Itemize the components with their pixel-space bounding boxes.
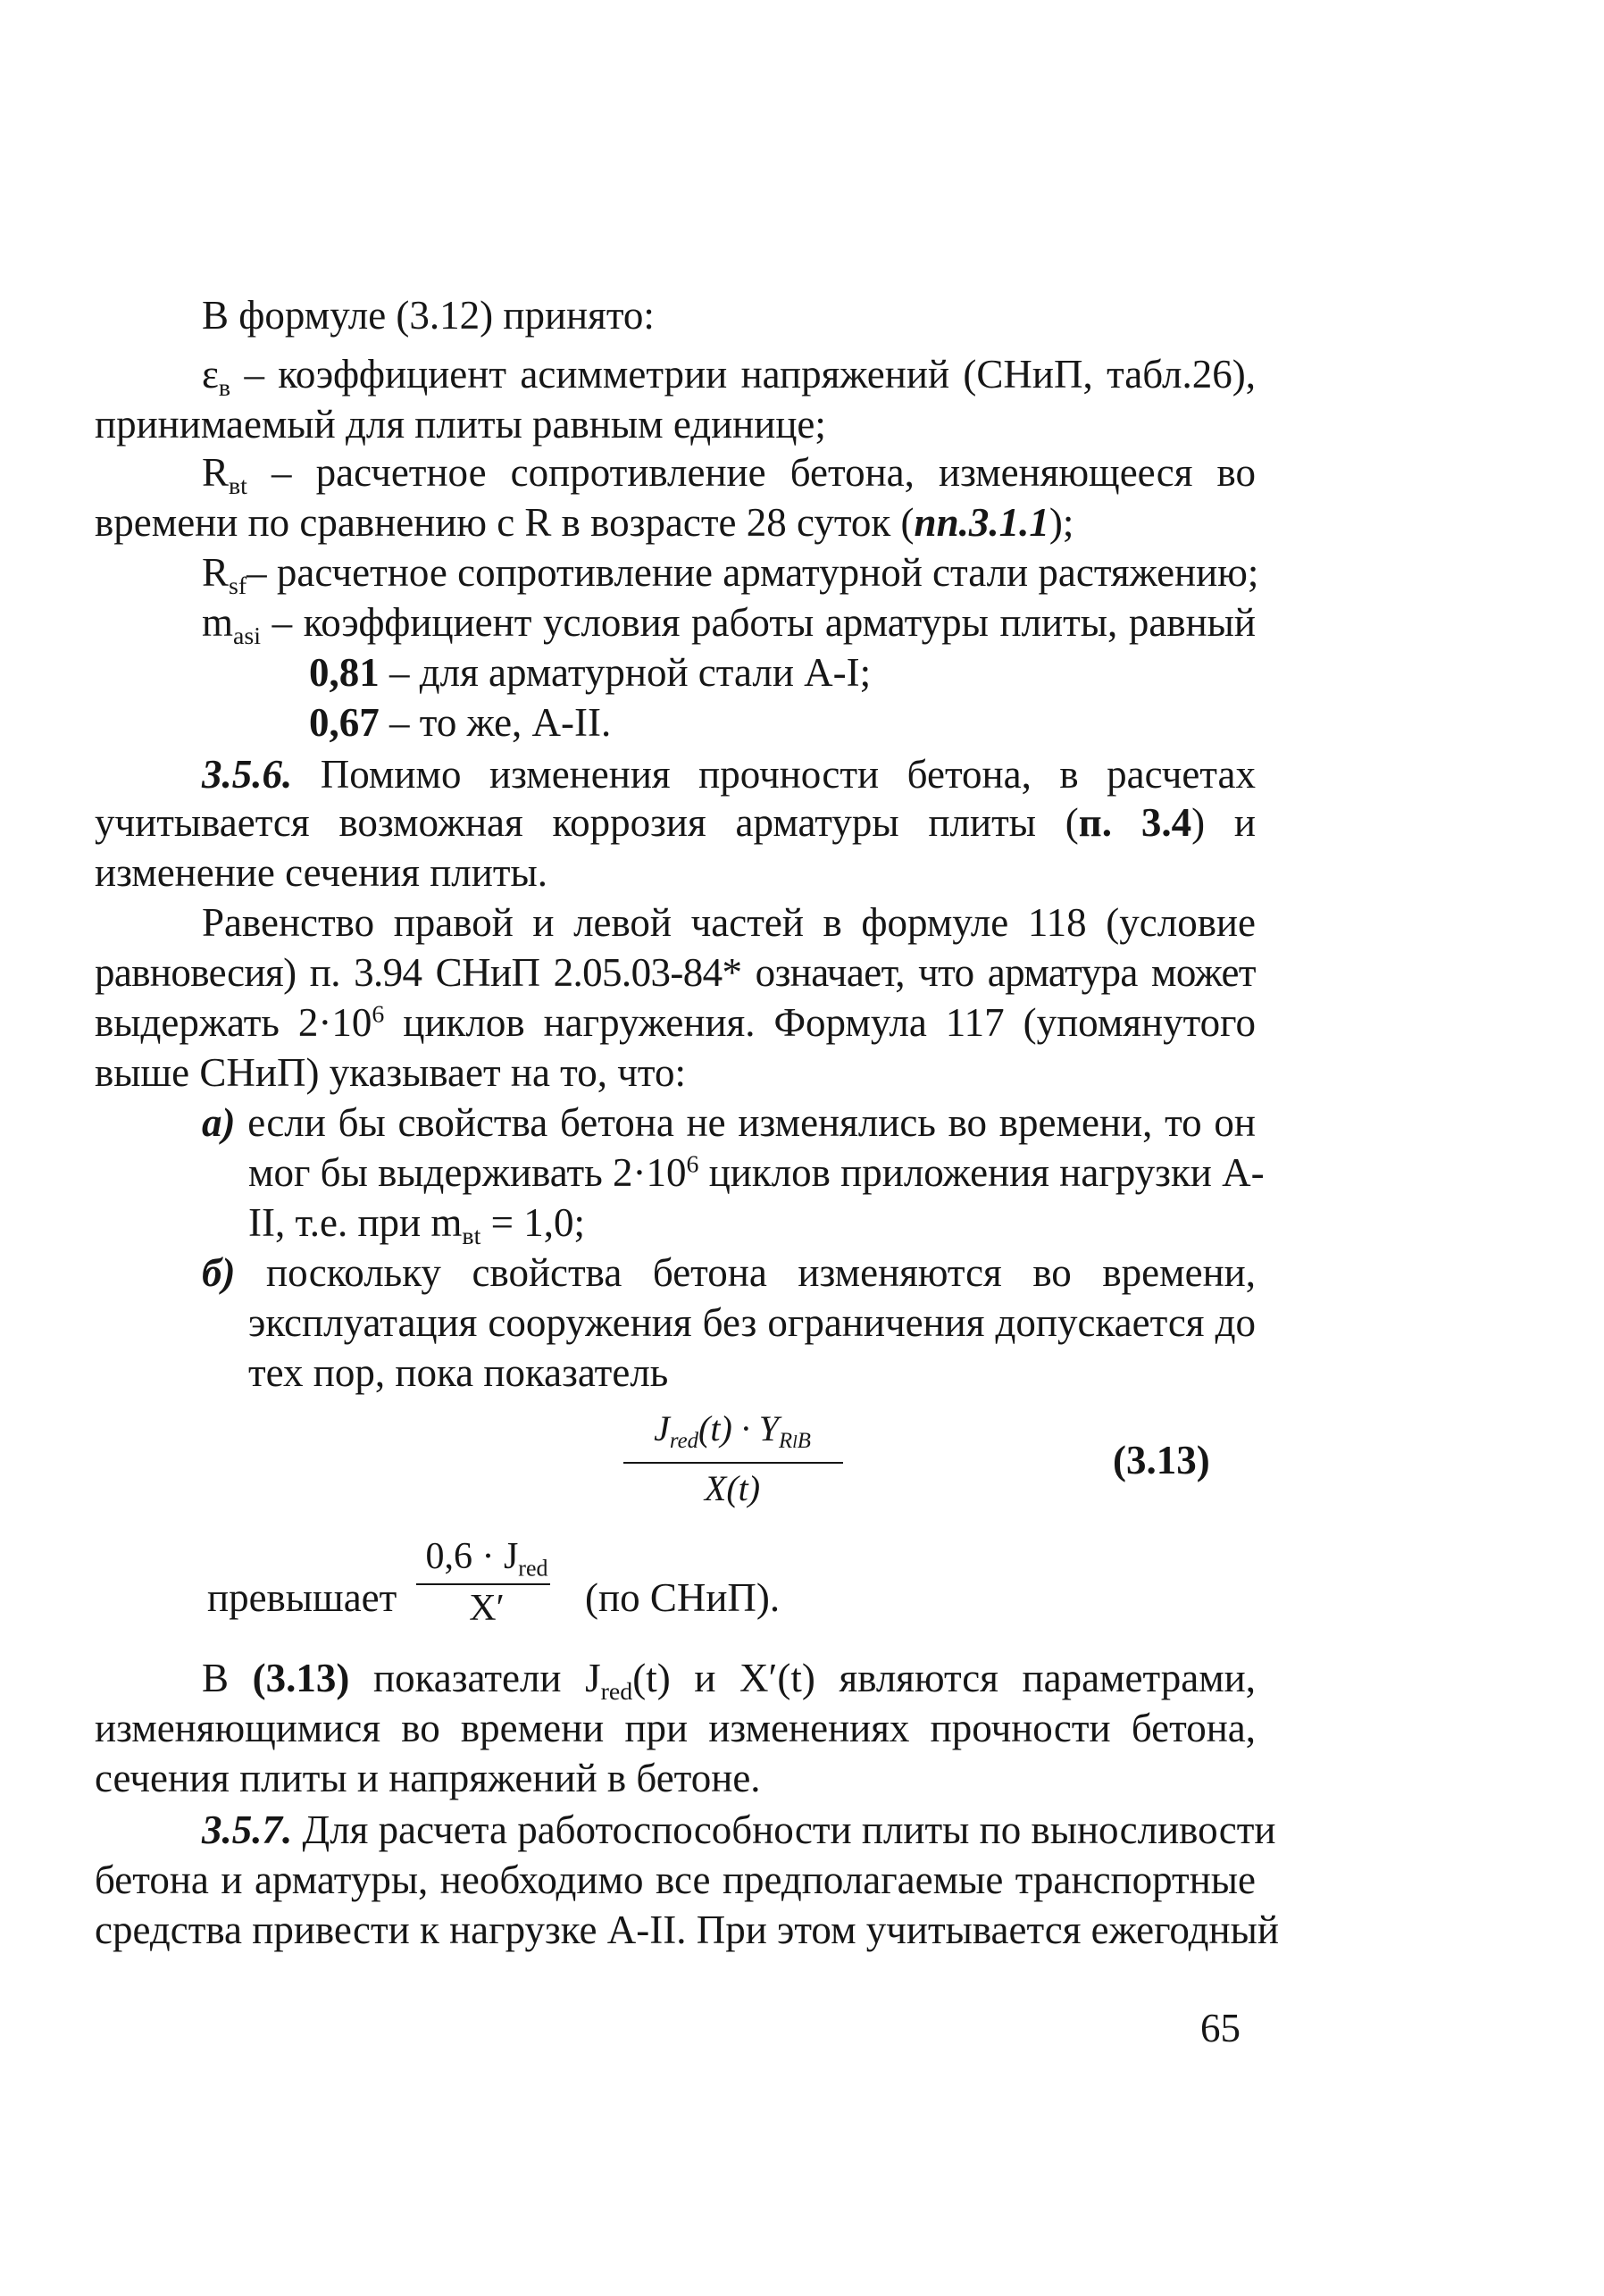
text-span: В формуле (3.12) принято:: [202, 293, 655, 338]
text-line: [202, 598, 1256, 650]
text-line: [95, 798, 1256, 847]
text-span: если бы свойства бетона не изменялись во времени, то он: [235, 1100, 1256, 1145]
subscript: red: [600, 1677, 633, 1706]
math-symbol: 0,6 · J: [425, 1536, 519, 1577]
text-line: [95, 1754, 761, 1802]
subscript: в: [218, 373, 231, 402]
superscript: 6: [372, 1000, 385, 1029]
subscript: вt: [229, 472, 247, 500]
list-item-b: [202, 1248, 1256, 1297]
text-span: средства привести к нагрузке А-II. При этом учитывается ежегодный: [95, 1908, 1279, 1952]
text-span: показатели J: [349, 1656, 601, 1700]
text-span: принимаемый для плиты равным единице;: [95, 402, 826, 447]
list-marker: а): [202, 1100, 236, 1145]
text-span: равновесия) п. 3.94 СНиП 2.05.03-84* означает, что арматура может: [95, 950, 1256, 995]
text-span: ) и: [1191, 800, 1256, 845]
text-line: [309, 648, 871, 697]
subscript: red: [669, 1428, 699, 1453]
section-number: 3.5.7.: [202, 1808, 293, 1852]
text-line: [248, 1348, 668, 1397]
text-span: циклов нагружения. Формула 117 (упомянутого: [384, 1000, 1256, 1045]
text-line: [202, 350, 1256, 402]
text-span: изменение сечения плиты.: [95, 850, 547, 895]
text-span: выдержать 2·10: [95, 1000, 372, 1045]
page-number: 65: [1200, 2006, 1241, 2050]
math-symbol: J: [654, 1408, 670, 1449]
text-span: Равенство правой и левой частей в формуле 118 (условие: [202, 900, 1256, 945]
text-line: [248, 1198, 585, 1250]
math-symbol: R: [779, 1428, 793, 1453]
subscript: вt: [462, 1222, 481, 1250]
symbol: ε: [202, 352, 219, 397]
symbol: R: [202, 550, 230, 595]
text-span: (по СНиП).: [585, 1575, 781, 1620]
text-span: выше СНиП) указывает на то, что:: [95, 1050, 686, 1095]
text-span: – то же, А-II.: [379, 700, 612, 745]
superscript: 6: [686, 1150, 699, 1179]
subscript: [779, 1429, 811, 1453]
text-span: тех пор, пока показатель: [248, 1350, 669, 1395]
text-span: II, т.е. при m: [248, 1200, 463, 1245]
formula-denominator: [616, 1467, 848, 1510]
text-line: [95, 498, 1074, 547]
text-line: [202, 448, 1256, 500]
text-span: – расчетное сопротивление бетона, изменяющееся во: [246, 450, 1256, 495]
formula-denominator: [406, 1586, 567, 1631]
text-line: [95, 948, 1256, 997]
text-line: [248, 1148, 1265, 1197]
fraction-bar: [416, 1583, 550, 1585]
text-line: [309, 698, 611, 747]
reference: (3.13): [252, 1656, 350, 1700]
text-line: [95, 400, 826, 448]
text-span: Для расчета работоспособности плиты по выносливости: [292, 1808, 1276, 1852]
text-span: мог бы выдерживать 2·10: [248, 1150, 687, 1195]
reference: п. 3.4: [1078, 800, 1192, 845]
subscript: red: [518, 1555, 548, 1582]
reference: пп.3.1.1: [914, 500, 1049, 545]
math-symbol: X′: [469, 1588, 505, 1629]
math-symbol: X(t): [704, 1468, 761, 1508]
text-span: В: [202, 1656, 253, 1700]
text-line: [202, 291, 655, 339]
text-line: [248, 1298, 1256, 1347]
text-span: превышает: [207, 1575, 397, 1620]
text-line: [202, 898, 1256, 947]
text-span: = 1,0;: [480, 1200, 585, 1245]
text-span: Помимо изменения прочности бетона, в расчетах: [292, 752, 1256, 797]
text-line: [95, 1906, 1279, 1954]
text-line: [95, 1704, 1256, 1752]
text-span: – коэффициент асимметрии напряжений (СНиП, табл.26),: [230, 352, 1256, 397]
text-line: [202, 750, 1256, 798]
text-span: (t) и X′(t) являются параметрами,: [632, 1656, 1257, 1700]
formula-numerator: [406, 1534, 567, 1582]
text-line: [202, 1806, 1276, 1854]
text-span: поскольку свойства бетона изменяются во времени,: [235, 1250, 1256, 1295]
symbol: m: [202, 600, 234, 645]
text-span: эксплуатация сооружения без ограничения допускается до: [248, 1300, 1256, 1345]
formula-numerator: [616, 1407, 848, 1453]
list-marker: б): [202, 1250, 236, 1295]
text-span: сечения плиты и напряжений в бетоне.: [95, 1756, 761, 1800]
text-line: [95, 1856, 1256, 1904]
text-line: [202, 1654, 1257, 1706]
list-item-a: [202, 1098, 1256, 1147]
text-span: бетона и арматуры, необходимо все предполагаемые транспортные: [95, 1858, 1256, 1902]
text-span: циклов приложения нагрузки А-: [698, 1150, 1265, 1195]
text-span: изменяющимися во времени при изменениях прочности бетона,: [95, 1706, 1256, 1750]
fraction-bar: [623, 1462, 843, 1464]
section-number: 3.5.6.: [202, 752, 293, 797]
math-symbol: B: [797, 1428, 811, 1453]
text-span: – расчетное сопротивление арматурной стали растяжению;: [246, 550, 1259, 595]
equation-number: (3.13): [1113, 1438, 1210, 1482]
symbol: R: [202, 450, 230, 495]
text-span: учитывается возможная коррозия арматуры плиты (: [95, 800, 1079, 845]
value: 0,67: [309, 700, 380, 745]
subscript: asi: [233, 622, 261, 650]
text-span: );: [1048, 500, 1074, 545]
text-span: времени по сравнению с R в возрасте 28 суток (: [95, 500, 915, 545]
value: 0,81: [309, 650, 380, 695]
text-line: [95, 998, 1256, 1047]
math-symbol: l: [792, 1432, 798, 1452]
text-span: – коэффициент условия работы арматуры плиты, равный: [261, 600, 1256, 645]
text-span: – для арматурной стали А-I;: [379, 650, 872, 695]
text-line: [95, 1048, 686, 1097]
text-line: [202, 548, 1259, 600]
text-line: [95, 848, 547, 897]
subscript: sf: [229, 572, 247, 600]
math-symbol: (t) · Y: [698, 1408, 780, 1449]
